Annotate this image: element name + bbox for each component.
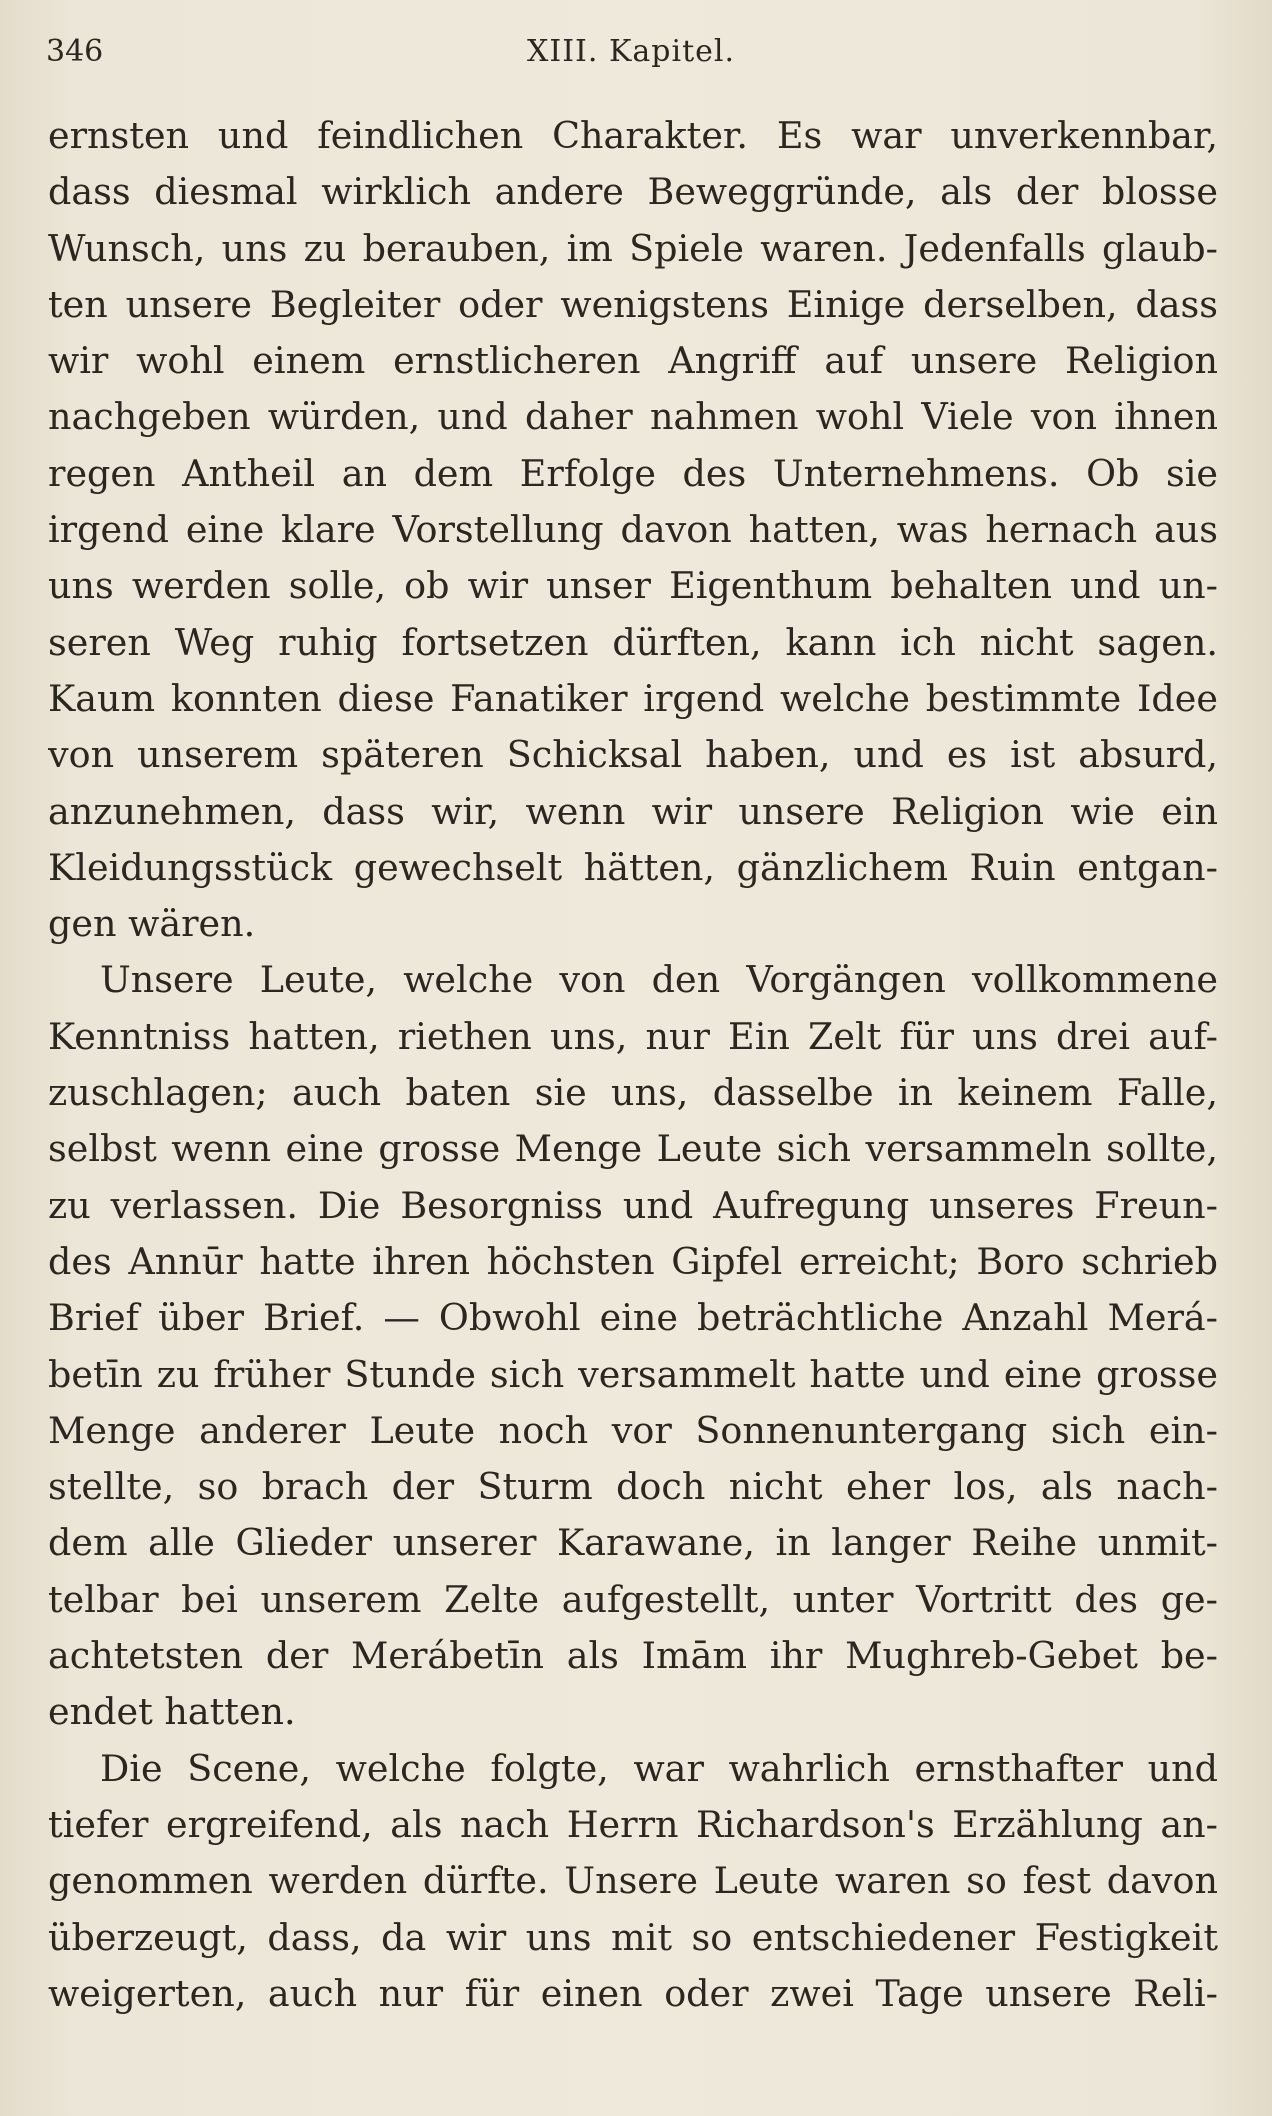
text-line: telbar bei unserem Zelte aufgestellt, unter Vortritt des ge-: [48, 1577, 1218, 1621]
text-line: Kenntniss hatten, riethen uns, nur Ein Zelt für uns drei auf-: [48, 1014, 1218, 1058]
text-line: Wunsch, uns zu berauben, im Spiele waren. Jedenfalls glaub-: [48, 226, 1218, 270]
text-line: irgend eine klare Vorstellung davon hatten, was hernach aus: [48, 508, 1218, 552]
text-line: regen Antheil an dem Erfolge des Unternehmens. Ob sie: [48, 451, 1218, 495]
text-line: uns werden solle, ob wir unser Eigenthum behalten und un-: [48, 564, 1218, 608]
text-line: tiefer ergreifend, als nach Herrn Richardson's Erzählung an-: [48, 1802, 1218, 1846]
text-line: ten unsere Begleiter oder wenigstens Einige derselben, dass: [48, 282, 1218, 326]
text-line: des Annūr hatte ihren höchsten Gipfel erreicht; Boro schrieb: [48, 1239, 1218, 1283]
text-line: selbst wenn eine grosse Menge Leute sich versammeln sollte,: [48, 1127, 1218, 1171]
running-head: XIII. Kapitel.: [526, 34, 736, 69]
text-line: zuschlagen; auch baten sie uns, dasselbe in keinem Falle,: [48, 1071, 1218, 1115]
body-text: [48, 108, 1218, 2022]
page-header: [46, 34, 1216, 84]
text-line: dem alle Glieder unserer Karawane, in langer Reihe unmit-: [48, 1521, 1218, 1565]
page-number: 346: [46, 34, 104, 69]
text-line: Kaum konnten diese Fanatiker irgend welche bestimmte Idee: [48, 676, 1218, 720]
text-line: von unserem späteren Schicksal haben, und es ist absurd,: [48, 733, 1218, 777]
text-line: zu verlassen. Die Besorgniss und Aufregung unseres Freun-: [48, 1183, 1218, 1227]
text-line: dass diesmal wirklich andere Beweggründe, als der blosse: [48, 170, 1218, 214]
text-line: überzeugt, dass, da wir uns mit so entschiedener Festigkeit: [48, 1915, 1218, 1959]
text-line: betīn zu früher Stunde sich versammelt hatte und eine grosse: [48, 1352, 1218, 1396]
text-line: weigerten, auch nur für einen oder zwei Tage unsere Reli-: [48, 1971, 1218, 2015]
text-line: nachgeben würden, und daher nahmen wohl Viele von ihnen: [48, 395, 1218, 439]
text-line: Kleidungsstück gewechselt hätten, gänzlichem Ruin entgan-: [48, 845, 1218, 889]
text-line: Unsere Leute, welche von den Vorgängen vollkommene: [100, 958, 1218, 1002]
text-line: ernsten und feindlichen Charakter. Es war unverkennbar,: [48, 114, 1218, 157]
text-line: gen wären.: [48, 902, 256, 946]
text-line: stellte, so brach der Sturm doch nicht eher los, als nach-: [48, 1465, 1218, 1509]
text-line: genommen werden dürfte. Unsere Leute waren so fest davon: [48, 1859, 1218, 1903]
text-line: Brief über Brief. — Obwohl eine beträchtliche Anzahl Merá-: [48, 1296, 1218, 1340]
text-line: endet hatten.: [48, 1690, 296, 1734]
text-line: anzunehmen, dass wir, wenn wir unsere Religion wie ein: [48, 789, 1218, 833]
text-line: wir wohl einem ernstlicheren Angriff auf unsere Religion: [48, 339, 1218, 383]
text-line: Menge anderer Leute noch vor Sonnenuntergang sich ein-: [48, 1408, 1218, 1452]
text-line: Die Scene, welche folgte, war wahrlich ernsthafter und: [100, 1746, 1218, 1790]
text-line: achtetsten der Merábetīn als Imām ihr Mughreb-Gebet be-: [48, 1634, 1218, 1678]
text-line: seren Weg ruhig fortsetzen dürften, kann ich nicht sagen.: [48, 620, 1218, 664]
